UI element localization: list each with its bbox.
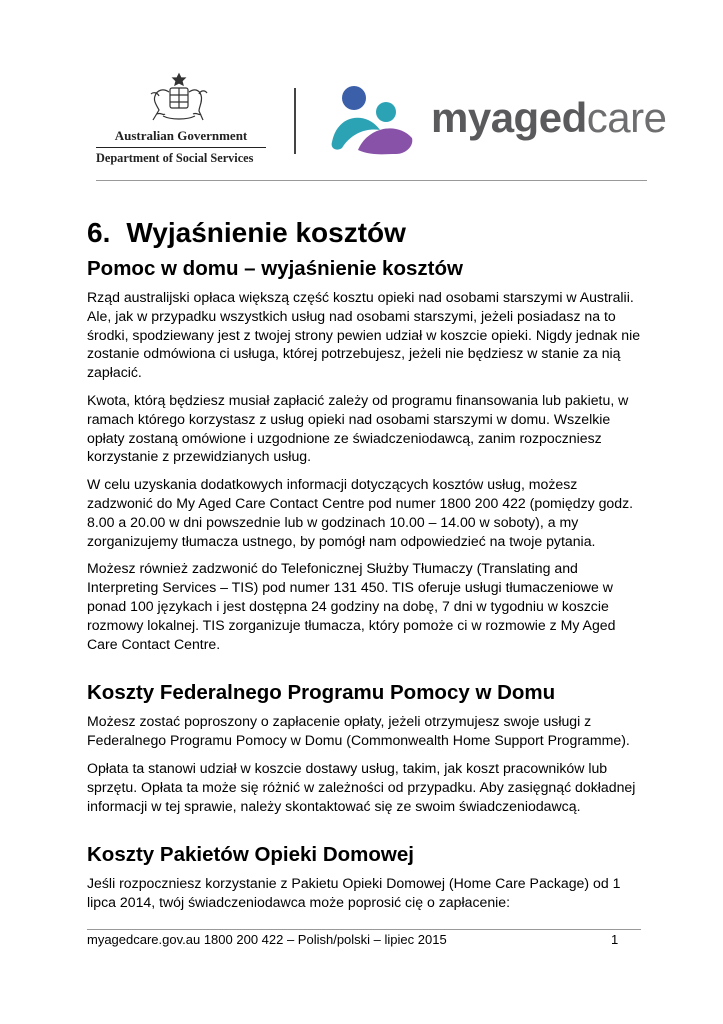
my-aged-care-people-icon xyxy=(328,82,418,158)
government-logo-rule xyxy=(96,147,266,148)
paragraph: Rząd australijski opłaca większą część kosztu opieki nad osobami starszymi w Australii. Ale, jak w przypadku wszystkich usług nad osobami starszymi, jeżeli posiadasz na to środki, spodziewany jest z twojej strony pewien udział w koszcie opieki. Nigdy jednak nie zostanie odmówiona ci usługa, której potrzebujesz, jeżeli nie będziesz w stanie za nią zapłacić. xyxy=(87,289,641,381)
australian-government-logo xyxy=(96,72,266,172)
paragraph: Możesz zostać poproszony o zapłacenie opłaty, jeżeli otrzymujesz swoje usługi z Federalnego Programu Pomocy w Domu (Commonwealth Home Support Programme). xyxy=(87,713,630,749)
paragraph: Kwota, którą będziesz musiał zapłacić zależy od programu finansowania lub pakietu, w ramach którego korzystasz z usług opieki nad osobami starszymi w domu. Wszelkie opłaty zostaną omówione i uzgodnione ze świadczeniodawcą, zanim rozpoczniesz korzystanie z przewidzianych usług. xyxy=(87,391,629,465)
page-number: 1 xyxy=(611,932,619,947)
brand-part-care: care xyxy=(586,94,667,141)
section-heading: Koszty Federalnego Programu Pomocy w Domu xyxy=(87,681,556,705)
header-rule xyxy=(96,180,647,181)
heading-number: 6. xyxy=(87,217,111,248)
paragraph: Opłata ta stanowi udział w koszcie dostawy usług, takim, jak koszt pracowników lub sprzętu. Opłata ta może się różnić w zależności od przypadku. Aby zasięgnąć dokładnej informacji w tej sprawie, należy skontaktować się ze swoim świadczeniodawcą. xyxy=(87,759,636,814)
section-heading: Pomoc w domu – wyjaśnienie kosztów xyxy=(87,257,463,280)
footer-rule xyxy=(87,929,641,930)
department-name: Department of Social Services xyxy=(96,151,254,165)
my-aged-care-wordmark xyxy=(431,94,666,142)
paragraph: W celu uzyskania dodatkowych informacji dotyczących kosztów usług, możesz zadzwonić do My Aged Care Contact Centre pod numer 1800 200 422 (pomiędzy godz. 8.00 a 20.00 w dni powszednie lub w godzinach 10.00 – 14.00 w soboty), a my zorganizujemy tłumacza ustnego, by pomógł nam odpowiedzieć na twoje pytania. xyxy=(87,476,634,549)
brand-part-myaged: myaged xyxy=(431,94,587,141)
coat-of-arms-icon xyxy=(143,72,215,126)
footer-text: myagedcare.gov.au 1800 200 422 – Polish/polski – lipiec 2015 xyxy=(87,932,447,947)
logo-divider xyxy=(294,88,296,154)
paragraph: Możesz również zadzwonić do Telefonicznej Służby Tłumaczy (Translating and Interpreting Services – TIS) pod numer 131 450. TIS oferuje usługi tłumaczeniowe w ponad 100 językach i jest dostępna 24 godziny na dobę, 7 dni w tygodniu w koszcie rozmowy lokalnej. TIS zorganizuje tłumacza, który pomoże ci w rozmowie z My Aged Care Contact Centre. xyxy=(87,560,616,652)
page-title xyxy=(87,213,647,253)
government-name: Australian Government xyxy=(114,128,248,143)
heading-title: Wyjaśnienie kosztów xyxy=(126,217,406,248)
section-heading: Koszty Pakietów Opieki Domowej xyxy=(87,843,414,867)
paragraph: Jeśli rozpoczniesz korzystanie z Pakietu Opieki Domowej (Home Care Package) od 1 lipca 2014, twój świadczeniodawca może poprosić cię o zapłacenie: xyxy=(87,875,621,911)
my-aged-care-logo xyxy=(328,82,667,158)
document-body xyxy=(87,213,647,921)
